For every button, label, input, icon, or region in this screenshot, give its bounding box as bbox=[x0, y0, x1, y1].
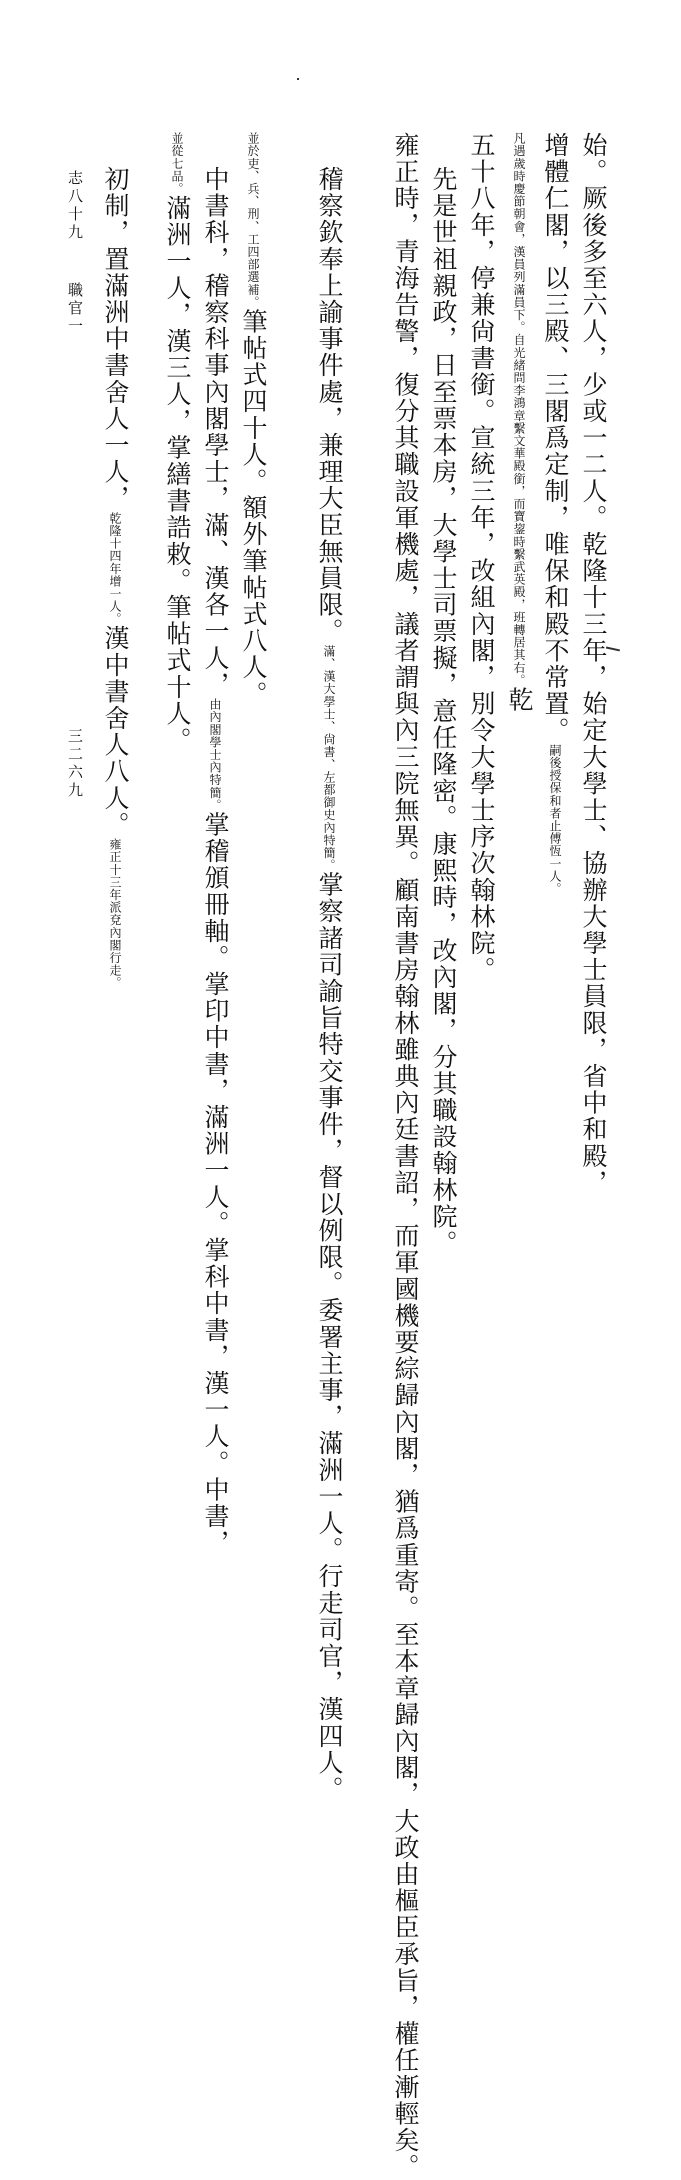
column-text-7: 稽察欽奉上諭事件處，兼理大臣無員限。 bbox=[315, 166, 344, 645]
column-text-5: 先是世祖親政，日至票本房，大學士司票擬，意任隆密。康熙時，改內閣，分其職設翰林院。 bbox=[429, 166, 458, 1257]
text-column-8 bbox=[238, 132, 268, 707]
column-text-9b: 掌稽頒冊軸。掌印中書，滿洲一人。掌科中書，漢一人。中書， bbox=[201, 811, 230, 1557]
column-text-7b: 掌察諸司諭旨特交事件，督以例限。委署主事，滿洲一人。行走司官，漢四人。 bbox=[315, 871, 344, 1803]
column-text-4b: 宣統三年，改組內閣，別令大學士序次翰林院。 bbox=[467, 424, 496, 984]
text-column-4 bbox=[466, 132, 496, 983]
column-text-8: 筆帖式四十人。額外筆帖式八人。 bbox=[239, 308, 268, 708]
running-header bbox=[60, 170, 90, 336]
column-note-11: 乾隆十四年增一人。 bbox=[108, 511, 122, 626]
ruling-note-2: 嗣後授保和者止傅恆一人。 bbox=[548, 743, 562, 896]
column-note-11b: 雍正十三年派兗內閣行走。 bbox=[108, 838, 122, 990]
text-column-11 bbox=[100, 166, 130, 989]
column-text-11: 初制，置滿洲中書舍人一人， bbox=[101, 166, 130, 512]
column-note-7: 滿、漢大學士、尙書、左都御史內特簡。 bbox=[322, 644, 336, 872]
text-column-2 bbox=[540, 132, 570, 895]
text-column-3 bbox=[504, 132, 534, 713]
ruling-line-2: 增體仁閣，以三殿、三閣爲定制，唯保和殿不常置。 bbox=[541, 132, 570, 744]
header-volume: 志八十九 bbox=[66, 170, 84, 242]
dash-mark bbox=[606, 647, 620, 651]
column-text-11b: 漢中書舍人八人。 bbox=[101, 625, 130, 839]
text-column-5 bbox=[428, 166, 458, 1257]
column-note-9: 由內閣學士內特簡。 bbox=[208, 698, 222, 812]
column-text-9: 中書科，稽察科事內閣學士，滿、漢各一人， bbox=[201, 166, 230, 698]
text-column-9 bbox=[200, 166, 230, 1556]
page-number bbox=[60, 728, 90, 800]
column-text-3: 乾 bbox=[505, 686, 534, 714]
column-text-10: 滿洲一人，漢三人，掌繕書誥敕。筆帖式十人。 bbox=[163, 195, 192, 754]
column-note-3: 凡遇歲時慶節朝會，漢員列滿員下。自光緒問李鴻章繫文華殿銜，而寶鋆時繫武英殿，班轉居其右。 bbox=[512, 132, 526, 687]
column-note-10: 並從七品。 bbox=[170, 132, 184, 195]
text-column-1 bbox=[578, 132, 608, 1196]
text-column-7 bbox=[314, 166, 344, 1803]
column-text-6: 雍正時，青海告警，復分其職設軍機處，議者謂與內三院無異。顧南書房翰林雖典內廷書詔，而軍國機要綜歸內閣，猶爲重寄。至本章歸內閣，大政由樞臣承旨，權任漸輕矣。 bbox=[391, 132, 420, 2180]
text-column-10 bbox=[162, 132, 192, 754]
text-column-6 bbox=[390, 132, 420, 2180]
column-note-8: 並於吏、兵、刑、工四部選補。 bbox=[246, 132, 260, 309]
page-number-text: 三二六九 bbox=[66, 728, 84, 800]
header-section: 職官一 bbox=[66, 282, 84, 336]
speck-mark bbox=[297, 78, 299, 80]
column-text-4: 五十八年，停兼尙書銜。 bbox=[467, 132, 496, 425]
ruling-line-1: 始。厥後多至六人，少或一二人。乾隆十三年，始定大學士、協辦大學士員限，省中和殿， bbox=[579, 132, 608, 1196]
